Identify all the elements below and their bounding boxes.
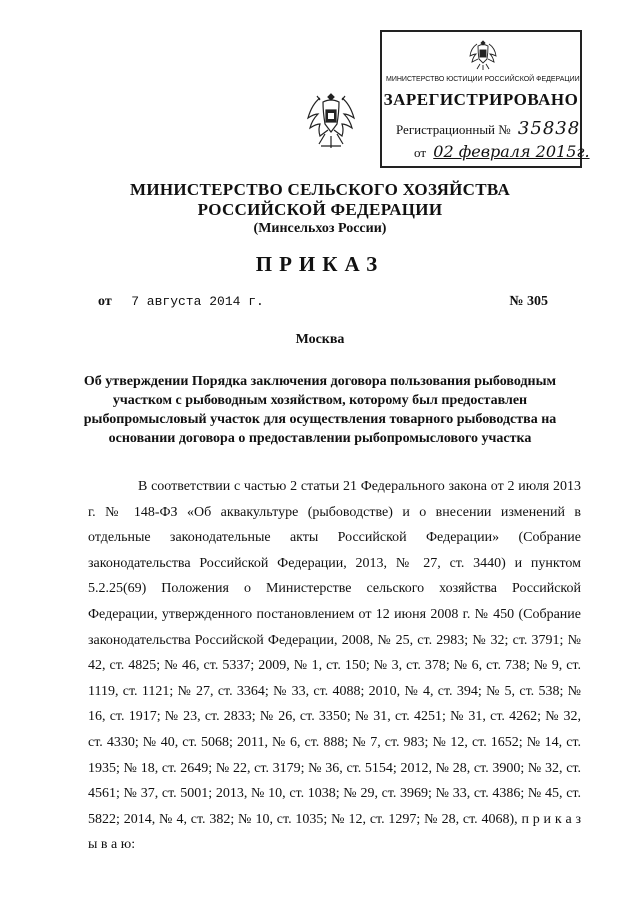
document-title: Об утверждении Порядка заключения договора пользования рыбоводным участком с рыбоводным хозяйством, которому был предоставлен рыбопромысловый участок для осуществления товарного рыбоводства на основании договора о предоставлении рыбопромыслового участка: [83, 374, 557, 446]
stamp-registered-label: ЗАРЕГИСТРИРОВАНО: [383, 90, 579, 109]
ministry-name-line1: МИНИСТЕРСТВО СЕЛЬСКОГО ХОЗЯЙСТВА: [129, 180, 511, 199]
order-title: ПРИКАЗ: [255, 252, 385, 276]
registration-stamp: [380, 30, 590, 168]
city-name: Москва: [295, 332, 345, 347]
body-paragraph: В соответствии с частью 2 статьи 21 Федерального закона от 2 июля 2013 г. № 148-ФЗ «Об аквакультуре (рыбоводстве) и о внесении изменений в отдельные законодательные акты Российской Федерации» (Собрание законодательства Российской Федерации, 2013, № 27, ст. 3440) и пунктом 5.2.25(69) Положения о Министерстве сельского хозяйства Российской Федерации, утвержденного постановлением от 12 июня 2008 г. № 450 (Собрание законодательства Российской Федерации, 2008, № 25, ст. 2983; № 32; ст. 3791; № 42, ст. 4825; № 46, ст. 5337; 2009, № 1, ст. 150; № 3, ст. 378; № 6, ст. 738; № 9, ст. 1119, ст. 1121; № 27, ст. 3364; № 33, ст. 4088; 2010, № 4, ст. 394; № 5, ст. 538; № 16, ст. 1917; № 23, ст. 2833; № 26, ст. 3350; № 31, ст. 4251; № 31, ст. 4262; № 32, ст. 4330; № 40, ст. 5068; 2011, № 6, ст. 888; № 7, ст. 983; № 12, ст. 1652; № 14, ст. 1935; № 18, ст. 2649; № 22, ст. 3179; № 36, ст. 5154; 2012, № 28, ст. 3900; № 32, ст. 4561; № 37, ст. 5001; 2013, № 10, ст. 1038; № 29, ст. 3969; № 33, ст. 4386; № 45, ст. 5822; 2014, № 4, ст. 382; № 10, ст. 1035; № 12, ст. 1297; № 28, ст. 4068), п р и к а з ы в а ю:: [88, 479, 581, 853]
order-number: № 305: [509, 294, 548, 309]
stamp-registration-line: [396, 118, 580, 139]
stamp-reg-number: 35838: [517, 118, 581, 139]
order-date: 7 августа 2014 г.: [131, 294, 264, 309]
order-date-row: [98, 294, 548, 310]
stamp-date-prefix: от: [414, 145, 427, 160]
stamp-emblem-icon: [468, 38, 498, 72]
ministry-short-name: (Минсельхоз России): [253, 221, 387, 236]
stamp-handwritten-date: 02 февраля 2015г.: [433, 142, 590, 161]
coat-of-arms-emblem: [303, 86, 359, 156]
stamp-date-line: [414, 142, 590, 161]
date-from-label: от: [98, 294, 112, 309]
stamp-ministry-name: МИНИСТЕРСТВО ЮСТИЦИИ РОССИЙСКОЙ ФЕДЕРАЦИИ: [386, 76, 580, 83]
stamp-reg-label: Регистрационный №: [396, 122, 511, 137]
ministry-name-line2: РОССИЙСКОЙ ФЕДЕРАЦИИ: [197, 200, 443, 219]
